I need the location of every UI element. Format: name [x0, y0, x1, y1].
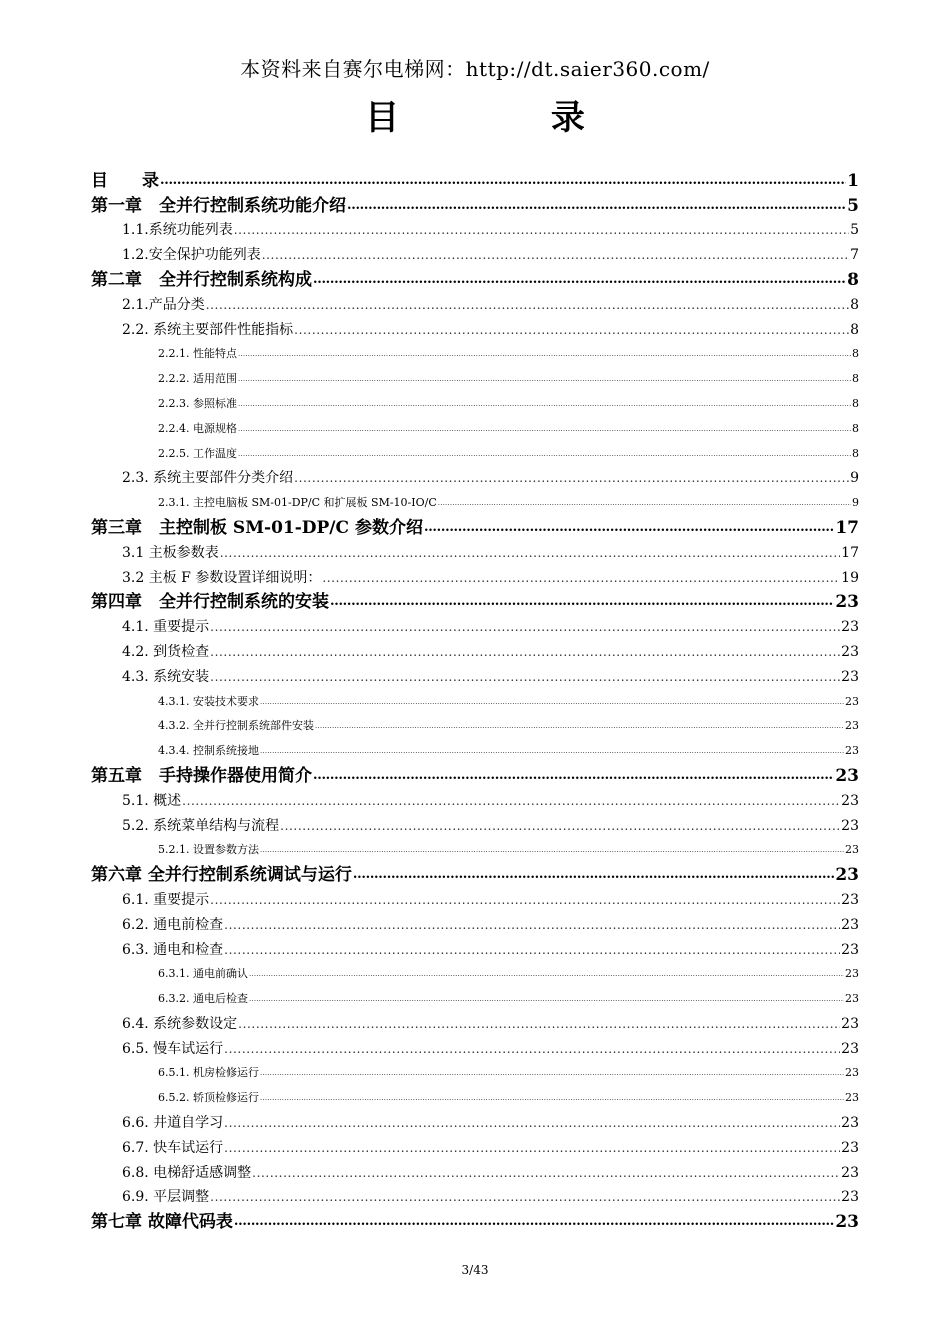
toc-entry-label: 6.5.1. 机房检修运行 [158, 1066, 259, 1080]
toc-entry-level-1[interactable] [91, 267, 859, 292]
toc-entry-label: 5.2. 系统菜单结构与流程 [122, 817, 280, 834]
toc-entry-page-number: 23 [841, 1040, 859, 1057]
toc-entry-label: 1.1.系统功能列表 [122, 222, 233, 239]
toc-entry-page-number: 23 [845, 1091, 859, 1105]
page-title: 目 录 [365, 98, 655, 138]
toc-dot-leader [252, 1161, 840, 1185]
toc-entry-label: 6.3.2. 通电后检查 [158, 992, 248, 1006]
toc-entry-page-number: 9 [850, 470, 859, 487]
toc-entry-page-number: 23 [841, 817, 859, 834]
toc-entry-label: 2.2.2. 适用范围 [158, 372, 237, 386]
toc-dot-leader [262, 243, 849, 267]
toc-entry-level-3[interactable] [91, 738, 859, 763]
toc-dot-leader [315, 714, 844, 738]
toc-entry-level-1[interactable] [91, 862, 859, 887]
toc-entry-label: 第二章 全并行控制系统构成 [91, 269, 312, 290]
toc-entry-level-2[interactable] [91, 614, 859, 639]
toc-entry-label: 6.8. 电梯舒适感调整 [122, 1164, 252, 1181]
toc-entry-level-1[interactable] [91, 515, 859, 540]
toc-entry-page-number: 23 [845, 1066, 859, 1080]
toc-dot-leader [238, 367, 851, 391]
toc-entry-level-1[interactable] [91, 763, 859, 788]
toc-entry-label: 2.3. 系统主要部件分类介绍 [122, 470, 294, 487]
toc-dot-leader [220, 541, 840, 565]
toc-entry-page-number: 17 [841, 544, 859, 561]
toc-entry-page-number: 23 [841, 941, 859, 958]
toc-entry-level-3[interactable] [91, 391, 859, 416]
toc-entry-level-2[interactable] [91, 1160, 859, 1185]
toc-dot-leader [224, 1136, 840, 1160]
toc-entry-level-2[interactable] [91, 1036, 859, 1061]
toc-entry-page-number: 23 [841, 1189, 859, 1206]
toc-entry-label: 1.2.安全保护功能列表 [122, 247, 261, 264]
toc-dot-leader [260, 739, 844, 763]
toc-entry-page-number: 8 [852, 446, 859, 460]
toc-entry-page-number: 23 [835, 592, 859, 613]
toc-entry-level-2[interactable] [91, 565, 859, 590]
toc-dot-leader [313, 268, 846, 292]
toc-entry-level-1[interactable] [91, 168, 859, 193]
toc-dot-leader [210, 1185, 840, 1209]
toc-entry-page-number: 8 [852, 372, 859, 386]
toc-dot-leader [206, 293, 849, 317]
toc-dot-leader [260, 1086, 844, 1110]
toc-entry-level-2[interactable] [91, 466, 859, 491]
toc-entry-label: 5.1. 概述 [122, 792, 182, 809]
toc-entry-label: 6.5. 慢车试运行 [122, 1040, 224, 1057]
toc-entry-level-2[interactable] [91, 1110, 859, 1135]
toc-entry-level-3[interactable] [91, 1085, 859, 1110]
toc-entry-level-2[interactable] [91, 540, 859, 565]
toc-entry-level-2[interactable] [91, 317, 859, 342]
toc-dot-leader [224, 1111, 840, 1135]
toc-entry-page-number: 23 [835, 1212, 859, 1233]
toc-entry-level-3[interactable] [91, 838, 859, 863]
toc-entry-label: 6.3.1. 通电前确认 [158, 967, 248, 981]
toc-entry-page-number: 1 [847, 170, 859, 191]
toc-dot-leader [224, 938, 840, 962]
toc-dot-leader [234, 1210, 834, 1234]
toc-entry-page-number: 23 [841, 619, 859, 636]
toc-entry-level-3[interactable] [91, 490, 859, 515]
toc-entry-label: 4.3. 系统安装 [122, 668, 210, 685]
toc-entry-label: 2.2.5. 工作温度 [158, 446, 237, 460]
toc-dot-leader [249, 962, 844, 986]
toc-dot-leader [238, 417, 851, 441]
toc-entry-level-3[interactable] [91, 1061, 859, 1086]
toc-entry-level-2[interactable] [91, 887, 859, 912]
toc-dot-leader [438, 491, 851, 515]
toc-entry-label: 4.1. 重要提示 [122, 619, 210, 636]
toc-dot-leader [280, 814, 840, 838]
toc-entry-level-2[interactable] [91, 788, 859, 813]
toc-entry-label: 3.2 主板 F 参数设置详细说明： [122, 569, 322, 586]
toc-entry-label: 5.2.1. 设置参数方法 [158, 843, 259, 857]
toc-entry-page-number: 5 [850, 222, 859, 239]
toc-entry-label: 4.3.1. 安装技术要求 [158, 694, 259, 708]
toc-entry-label: 6.3. 通电和检查 [122, 941, 224, 958]
toc-entry-page-number: 19 [841, 569, 859, 586]
toc-dot-leader [238, 392, 851, 416]
toc-dot-leader [330, 590, 834, 614]
toc-entry-page-number: 9 [852, 496, 859, 510]
toc-entry-page-number: 23 [845, 744, 859, 758]
toc-entry-label: 3.1 主板参数表 [122, 544, 219, 561]
toc-entry-page-number: 23 [841, 916, 859, 933]
toc-dot-leader [294, 318, 849, 342]
toc-entry-page-number: 23 [841, 643, 859, 660]
toc-entry-label: 6.6. 井道自学习 [122, 1115, 224, 1132]
toc-entry-label: 2.2.4. 电源规格 [158, 421, 237, 435]
toc-entry-page-number: 23 [845, 694, 859, 708]
toc-entry-page-number: 23 [841, 1015, 859, 1032]
toc-entry-level-3[interactable] [91, 986, 859, 1011]
toc-entry-page-number: 7 [850, 247, 859, 264]
toc-entry-level-2[interactable] [91, 639, 859, 664]
toc-entry-page-number: 8 [852, 347, 859, 361]
toc-entry-level-2[interactable] [91, 218, 859, 243]
toc-entry-level-3[interactable] [91, 342, 859, 367]
toc-entry-page-number: 23 [841, 792, 859, 809]
toc-entry-level-3[interactable] [91, 441, 859, 466]
toc-entry-label: 6.1. 重要提示 [122, 891, 210, 908]
toc-dot-leader [210, 640, 840, 664]
toc-entry-page-number: 5 [847, 195, 859, 216]
toc-entry-page-number: 23 [841, 668, 859, 685]
toc-entry-label: 第四章 全并行控制系统的安装 [91, 592, 329, 613]
toc-entry-level-2[interactable] [91, 813, 859, 838]
toc-entry-label: 6.9. 平层调整 [122, 1189, 210, 1206]
toc-entry-label: 4.3.4. 控制系统接地 [158, 744, 259, 758]
toc-entry-level-2[interactable] [91, 292, 859, 317]
toc-entry-level-3[interactable] [91, 366, 859, 391]
toc-dot-leader [224, 913, 840, 937]
toc-entry-page-number: 23 [841, 1115, 859, 1132]
toc-dot-leader [260, 690, 844, 714]
toc-entry-page-number: 8 [847, 269, 859, 290]
toc-entry-level-3[interactable] [91, 689, 859, 714]
toc-entry-level-1[interactable] [91, 590, 859, 615]
toc-dot-leader [210, 665, 840, 689]
toc-entry-label: 第六章 全并行控制系统调试与运行 [91, 865, 352, 886]
toc-entry-label: 4.3.2. 全并行控制系统部件安装 [158, 719, 314, 733]
toc-dot-leader [224, 1037, 840, 1061]
toc-dot-leader [238, 442, 851, 466]
toc-entry-page-number: 23 [845, 992, 859, 1006]
toc-entry-label: 第三章 主控制板 SM-01-DP/C 参数介绍 [91, 517, 423, 538]
toc-entry-page-number: 8 [852, 421, 859, 435]
toc-entry-label: 2.1.产品分类 [122, 296, 205, 313]
toc-dot-leader [353, 863, 834, 887]
toc-entry-label: 第五章 手持操作器使用简介 [91, 765, 312, 786]
toc-entry-label: 第七章 故障代码表 [91, 1212, 233, 1233]
toc-entry-page-number: 8 [850, 296, 859, 313]
source-watermark-header: 本资料来自赛尔电梯网：http://dt.saier360.com/ [240, 57, 710, 81]
toc-entry-label: 6.5.2. 轿顶检修运行 [158, 1091, 259, 1105]
toc-entry-level-1[interactable] [91, 193, 859, 218]
toc-dot-leader [313, 764, 834, 788]
toc-dot-leader [238, 1012, 840, 1036]
toc-dot-leader [322, 566, 840, 590]
toc-dot-leader [210, 888, 840, 912]
toc-dot-leader [347, 194, 846, 218]
toc-entry-label: 2.2.3. 参照标准 [158, 396, 237, 410]
toc-entry-label: 第一章 全并行控制系统功能介绍 [91, 195, 346, 216]
toc-entry-page-number: 23 [845, 967, 859, 981]
toc-entry-label: 2.3.1. 主控电脑板 SM-01-DP/C 和扩展板 SM-10-IO/C [158, 496, 437, 510]
toc-entry-page-number: 23 [841, 1164, 859, 1181]
toc-dot-leader [234, 218, 849, 242]
toc-entry-level-2[interactable] [91, 937, 859, 962]
toc-dot-leader [294, 466, 849, 490]
toc-dot-leader [182, 789, 840, 813]
toc-entry-page-number: 17 [835, 517, 859, 538]
toc-entry-label: 目 录 [91, 170, 159, 191]
toc-entry-label: 6.4. 系统参数设定 [122, 1015, 238, 1032]
toc-entry-label: 6.7. 快车试运行 [122, 1139, 224, 1156]
toc-entry-page-number: 8 [850, 321, 859, 338]
toc-dot-leader [260, 1061, 844, 1085]
toc-dot-leader [249, 987, 844, 1011]
toc-dot-leader [238, 342, 851, 366]
toc-entry-label: 4.2. 到货检查 [122, 643, 210, 660]
toc-entry-level-2[interactable] [91, 242, 859, 267]
toc-dot-leader [260, 838, 844, 862]
toc-entry-level-3[interactable] [91, 416, 859, 441]
toc-dot-leader [424, 516, 834, 540]
toc-dot-leader [160, 169, 846, 193]
toc-entry-level-2[interactable] [91, 1011, 859, 1036]
toc-entry-level-2[interactable] [91, 912, 859, 937]
toc-entry-label: 2.2.1. 性能特点 [158, 347, 237, 361]
toc-entry-label: 6.2. 通电前检查 [122, 916, 224, 933]
toc-entry-level-3[interactable] [91, 962, 859, 987]
toc-entry-page-number: 23 [841, 891, 859, 908]
toc-entry-level-3[interactable] [91, 714, 859, 739]
toc-entry-level-2[interactable] [91, 1135, 859, 1160]
toc-entry-page-number: 23 [841, 1139, 859, 1156]
toc-entry-label: 2.2. 系统主要部件性能指标 [122, 321, 294, 338]
page-number: 3/43 [461, 1263, 489, 1277]
toc-entry-page-number: 23 [835, 865, 859, 886]
toc-entry-page-number: 8 [852, 396, 859, 410]
toc-entry-level-2[interactable] [91, 664, 859, 689]
toc-entry-page-number: 23 [835, 765, 859, 786]
toc-dot-leader [210, 615, 840, 639]
toc-entry-level-1[interactable] [91, 1209, 859, 1234]
table-of-contents [91, 168, 859, 1234]
toc-entry-page-number: 23 [845, 843, 859, 857]
toc-entry-level-2[interactable] [91, 1185, 859, 1210]
toc-entry-page-number: 23 [845, 719, 859, 733]
